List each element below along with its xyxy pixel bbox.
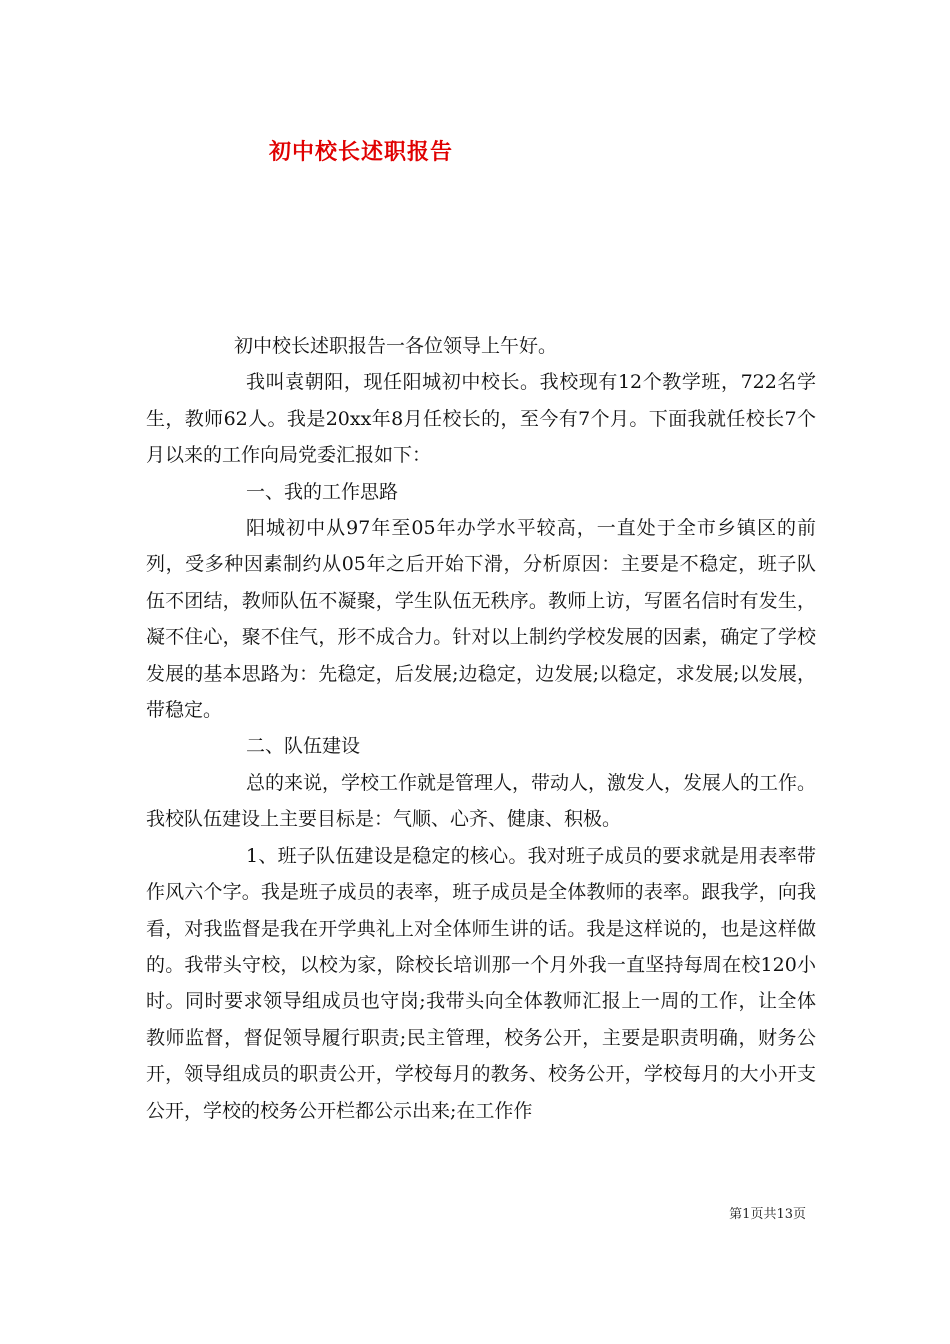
paragraph-greeting: 初中校长述职报告一各位领导上午好。 bbox=[234, 335, 558, 357]
document-title bbox=[0, 135, 950, 166]
paragraph-introduction: 我叫袁朝阳，现任阳城初中校长。我校现有12个教学班，722名学生，教师62人。我是20xx年8月任校长的，至今有7个月。下面我就任校长7个月以来的工作向局党委汇报如下： bbox=[146, 371, 816, 467]
document-body bbox=[146, 328, 816, 1129]
document-title-text: 初中校长述职报告 bbox=[268, 139, 453, 165]
paragraph-leadership-team: 1、班子队伍建设是稳定的核心。我对班子成员的要求就是用表率带作风六个字。我是班子成员的表率，班子成员是全体教师的表率。跟我学，向我看，对我监督是我在开学典礼上对全体师生讲的话。我是这样说的，也是这样做的。我带头守校，以校为家，除校长培训那一个月外我一直坚持每周在校120小时。同时要求领导组成员也守岗;我带头向全体教师汇报上一周的工作，让全体教师监督，督促领导履行职责;民主管理，校务公开，主要是职责明确，财务公开，领导组成员的职责公开，学校每月的教务、校务公开，学校每月的大小开支公开，学校的校务公开栏都公示出来;在工作作 bbox=[146, 844, 816, 1122]
paragraph-team-building-summary: 总的来说，学校工作就是管理人，带动人，激发人，发展人的工作。我校队伍建设上主要目标是：气顺、心齐、健康、积极。 bbox=[146, 771, 817, 831]
paragraph-work-ideas: 阳城初中从97年至05年办学水平较高，一直处于全市乡镇区的前列，受多种因素制约从05年之后开始下滑，分析原因：主要是不稳定，班子队伍不团结，教师队伍不凝聚，学生队伍无秩序。教师上访，写匿名信时有发生，凝不住心，聚不住气，形不成合力。针对以上制约学校发展的因素，确定了学校发展的基本思路为：先稳定，后发展;边稳定，边发展;以稳定，求发展;以发展，带稳定。 bbox=[146, 517, 816, 722]
section-heading-team-building: 二、队伍建设 bbox=[246, 735, 361, 758]
section-heading-work-ideas: 一、我的工作思路 bbox=[246, 480, 399, 503]
page-number-footer: 第1页共13页 bbox=[729, 1207, 806, 1222]
